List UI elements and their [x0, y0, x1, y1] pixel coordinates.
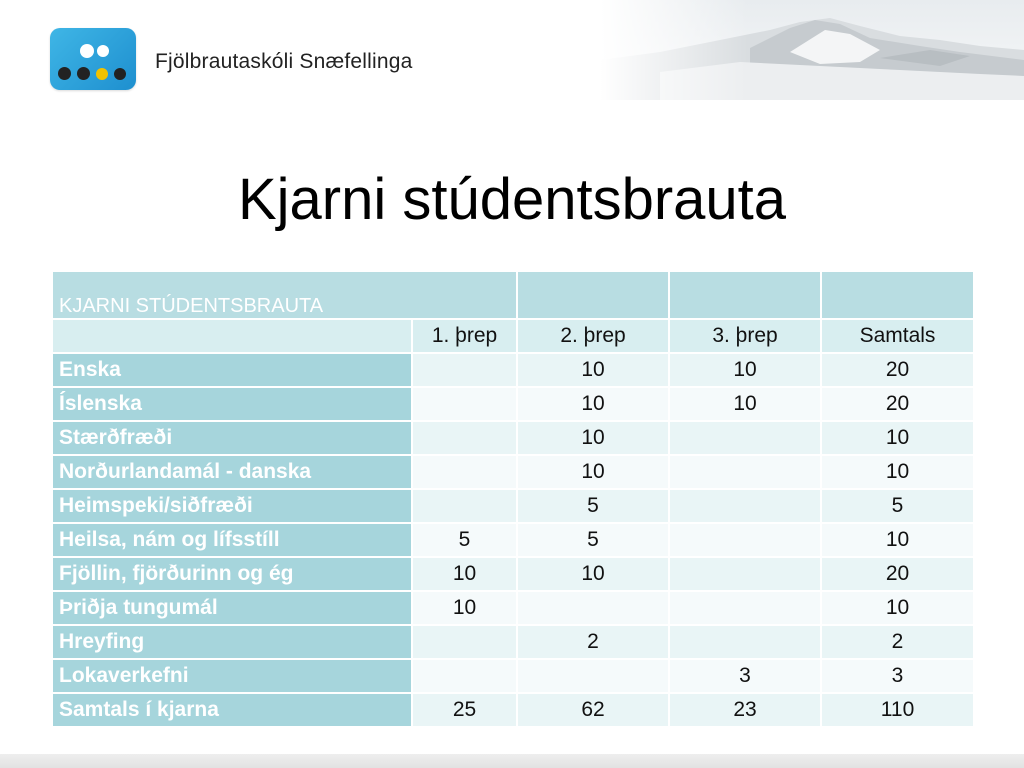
table-cell	[669, 523, 821, 557]
table-cell: 10	[821, 421, 974, 455]
table-cell: 10	[821, 591, 974, 625]
table-row	[52, 421, 974, 455]
table-header-cell	[669, 271, 821, 319]
table-cell: 10	[517, 455, 669, 489]
table-cell	[517, 591, 669, 625]
row-label: Samtals í kjarna	[52, 693, 412, 727]
table-row	[52, 591, 974, 625]
table-cell: 20	[821, 557, 974, 591]
row-label: Enska	[52, 353, 412, 387]
table-cell: 10	[517, 421, 669, 455]
table-header-label: KJARNI STÚDENTSBRAUTA	[52, 271, 517, 319]
table-row	[52, 353, 974, 387]
column-header-total: Samtals	[821, 319, 974, 353]
logo-dot	[80, 44, 94, 58]
core-credits-table	[51, 270, 975, 728]
table-cell: 10	[517, 557, 669, 591]
table-cell	[412, 353, 517, 387]
row-label: Fjöllin, fjörðurinn og ég	[52, 557, 412, 591]
row-label: Norðurlandamál - danska	[52, 455, 412, 489]
table-cell: 5	[517, 523, 669, 557]
column-header-level-3: 3. þrep	[669, 319, 821, 353]
table-cell: 10	[669, 387, 821, 421]
table-cell	[412, 489, 517, 523]
row-label: Stærðfræði	[52, 421, 412, 455]
table-cell	[669, 591, 821, 625]
table-cell	[669, 455, 821, 489]
school-name: Fjölbrautaskóli Snæfellinga	[155, 50, 413, 73]
table-cell: 5	[517, 489, 669, 523]
table-row	[52, 387, 974, 421]
table-cell: 10	[821, 523, 974, 557]
row-label: Heimspeki/siðfræði	[52, 489, 412, 523]
bottom-bar	[0, 754, 1024, 768]
table-cell: 10	[412, 591, 517, 625]
table-cell: 10	[821, 455, 974, 489]
table-cell	[669, 625, 821, 659]
table-header-cell	[517, 271, 669, 319]
table-cell	[517, 659, 669, 693]
table-cell: 110	[821, 693, 974, 727]
table-cell: 10	[412, 557, 517, 591]
logo-dot	[58, 67, 71, 80]
table-cell: 20	[821, 387, 974, 421]
table-cell: 5	[821, 489, 974, 523]
row-label: Íslenska	[52, 387, 412, 421]
table-cell	[669, 557, 821, 591]
table-cell	[669, 421, 821, 455]
table-cell: 20	[821, 353, 974, 387]
table-cell: 3	[669, 659, 821, 693]
column-header-empty	[52, 319, 412, 353]
table-cell: 3	[821, 659, 974, 693]
row-label: Hreyfing	[52, 625, 412, 659]
table-cell: 10	[517, 353, 669, 387]
logo-dot	[114, 68, 126, 80]
table-row	[52, 557, 974, 591]
table-row	[52, 489, 974, 523]
table-cell	[412, 421, 517, 455]
table-cell	[669, 489, 821, 523]
table-cell: 10	[517, 387, 669, 421]
table-cell: 10	[669, 353, 821, 387]
row-label: Lokaverkefni	[52, 659, 412, 693]
table-row	[52, 455, 974, 489]
table-row	[52, 523, 974, 557]
table-cell: 2	[517, 625, 669, 659]
table-cell	[412, 387, 517, 421]
table-row	[52, 625, 974, 659]
table-cell: 62	[517, 693, 669, 727]
table-cell: 23	[669, 693, 821, 727]
column-header-row	[52, 319, 974, 353]
table-cell: 25	[412, 693, 517, 727]
table-row	[52, 659, 974, 693]
row-label: Heilsa, nám og lífsstíll	[52, 523, 412, 557]
row-label: Þriðja tungumál	[52, 591, 412, 625]
table-header-cell	[821, 271, 974, 319]
slide-title: Kjarni stúdentsbrauta	[237, 167, 787, 232]
logo-dot	[96, 68, 108, 80]
table-cell: 2	[821, 625, 974, 659]
table-cell: 5	[412, 523, 517, 557]
table-row	[52, 693, 974, 727]
table-cell	[412, 625, 517, 659]
mountain-landscape-image	[600, 0, 1024, 100]
logo-dot	[97, 45, 109, 57]
column-header-level-1: 1. þrep	[412, 319, 517, 353]
table-header-row	[52, 271, 974, 319]
school-logo	[50, 28, 136, 90]
table-cell	[412, 455, 517, 489]
column-header-level-2: 2. þrep	[517, 319, 669, 353]
logo-dot	[77, 67, 90, 80]
table-cell	[412, 659, 517, 693]
